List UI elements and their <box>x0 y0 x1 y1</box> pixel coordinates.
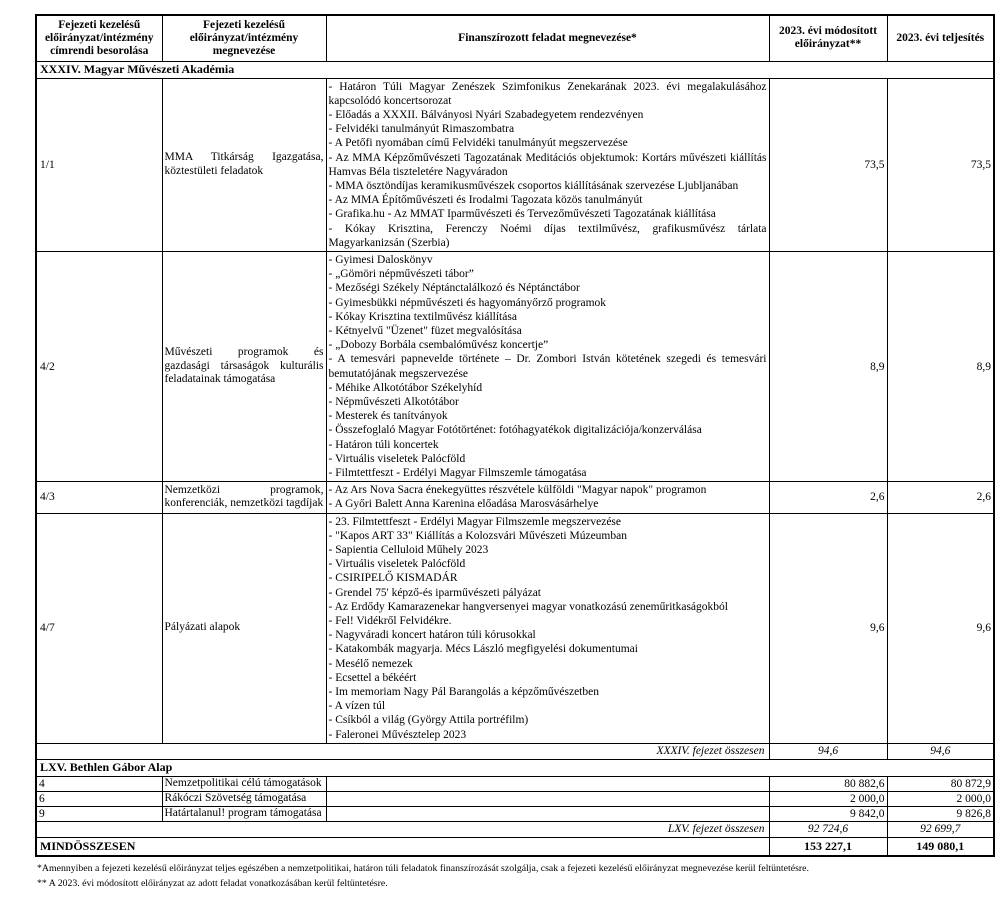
row-name: Nemzetpolitikai célú támogatások <box>162 776 326 791</box>
task-list <box>326 791 769 806</box>
footnotes <box>37 861 1008 891</box>
row-code: 9 <box>36 806 162 821</box>
task-item: - Gyimesi Daloskönyv <box>328 253 433 266</box>
section-header-row <box>36 61 994 78</box>
task-item: - Méhike Alkotótábor Székelyhíd <box>328 381 483 394</box>
task-item: - Gyimesbükki népművészeti és hagyományőrző programok <box>328 296 607 309</box>
section-title: LXV. Bethlen Gábor Alap <box>36 759 994 776</box>
task-item: - Mezőségi Székely Néptánctalálkozó és Néptánctábor <box>328 282 580 295</box>
task-item: - Nagyváradi koncert határon túli kórusokkal <box>328 629 536 642</box>
row-name: Művészeti programok és gazdasági társaságok kulturális feladatainak támogatása <box>162 251 326 481</box>
footnote-double-asterisk: ** A 2023. évi módosított előirányzat az adott feladat vonatkozásában kerül feltüntetésre. <box>37 877 388 889</box>
task-item: - Előadás a XXXII. Bálványosi Nyári Szabadegyetem rendezvényen <box>328 108 644 121</box>
header-cell-fulfilled: 2023. évi teljesítés <box>887 15 994 61</box>
header-cell-classification: Fejezeti kezelésű előirányzat/intézmény címrendi besorolása <box>36 15 162 61</box>
task-item: - „Gömöri népművészeti tábor” <box>328 268 474 281</box>
row-code: 4/2 <box>36 251 162 481</box>
fulfilled-value: 2 000,0 <box>887 791 994 806</box>
task-item: - A Győri Balett Anna Karenina előadása Marosvásárhelye <box>328 498 599 511</box>
task-item: - Filmtettfeszt - Erdélyi Magyar Filmszemle támogatása <box>328 466 587 479</box>
modified-value: 9,6 <box>769 513 887 743</box>
task-item: - Fel! Vidékről Felvidékre. <box>328 615 452 628</box>
task-list <box>326 776 769 791</box>
row-name: MMA Titkárság Igazgatása, köztestületi feladatok <box>162 78 326 251</box>
row-name: Rákóczi Szövetség támogatása <box>162 791 326 806</box>
row-name: Pályázati alapok <box>162 513 326 743</box>
table-row <box>36 78 994 251</box>
task-list <box>326 251 769 481</box>
task-item: - MMA ösztöndíjas keramikusművészek csoportos kiállításának szervezése Ljubljanában <box>328 179 739 192</box>
row-name: Nemzetközi programok, konferenciák, nemzetközi tagdíjak <box>162 482 326 513</box>
task-item: - Katakombák magyarja. Mécs László megfigyelési dokumentumai <box>328 643 638 656</box>
row-code: 4/3 <box>36 482 162 513</box>
task-item: - Az Erdődy Kamarazenekar hangversenyei magyar vonatkozású zeneműritkaságokból <box>328 600 728 613</box>
table-row <box>36 791 994 806</box>
fulfilled-value: 2,6 <box>887 482 994 513</box>
task-item: - A temesvári papnevelde története – Dr. Zombori István kötetének szegedi és temesvári bemutatójának megszervezése <box>328 353 767 380</box>
table-header <box>36 15 994 61</box>
task-item: - Összefoglaló Magyar Fotótörténet: fotóhagyatékok digitalizációja/konzerválása <box>328 424 702 437</box>
footnote-asterisk: *Amennyiben a fejezeti kezelésű előirányzat teljes egészében a nemzetpolitikai, határon túli feladatok finanszírozását szolgálja, csak a fejezeti kezelésű előirányzat megnevezése kerül feltüntetésre. <box>37 862 809 874</box>
fulfilled-value: 8,9 <box>887 251 994 481</box>
task-item: - 23. Filmtettfeszt - Erdélyi Magyar Filmszemle megszervezése <box>328 515 622 528</box>
modified-value: 80 882,6 <box>769 776 887 791</box>
task-item: - Faleronei Művésztelep 2023 <box>328 728 467 741</box>
task-list <box>326 482 769 513</box>
modified-value: 2,6 <box>769 482 887 513</box>
task-item: - CSIRIPELŐ KISMADÁR <box>328 572 458 585</box>
task-item: - „Dobozy Borbála csembalóművész koncertje” <box>328 339 549 352</box>
modified-value: 8,9 <box>769 251 887 481</box>
task-item: - Kókay Krisztina, Ferenczy Noémi díjas textilművész, grafikusművész tárlata Magyarkanizsán (Szerbia) <box>328 222 767 249</box>
task-item: - Csíkból a világ (György Attila portréfilm) <box>328 714 529 727</box>
section-total-fulfilled: 92 699,7 <box>887 821 994 837</box>
grand-total-label: MINDÖSSZESEN <box>36 837 769 856</box>
section-header-row <box>36 759 994 776</box>
section-total-modified: 94,6 <box>769 743 887 759</box>
header-cell-modified: 2023. évi módosított előirányzat** <box>769 15 887 61</box>
grand-total-modified: 153 227,1 <box>769 837 887 856</box>
table-row <box>36 482 994 513</box>
task-item: - Mesélő nemezek <box>328 657 413 670</box>
table-row <box>36 513 994 743</box>
row-code: 4 <box>36 776 162 791</box>
task-item: - Grafika.hu - Az MMAT Iparművészeti és Tervezőművészeti Tagozatának kiállítása <box>328 208 716 221</box>
section-total-label: LXV. fejezet összesen <box>36 821 769 837</box>
task-item: - Virtuális viseletek Palócföld <box>328 558 466 571</box>
fulfilled-value: 9 826,8 <box>887 806 994 821</box>
table-row <box>36 806 994 821</box>
task-item: - Felvidéki tanulmányút Rimaszombatra <box>328 123 515 136</box>
budget-table <box>35 14 995 857</box>
task-item: - Az MMA Képzőművészeti Tagozatának Meditációs objektumok: Kortárs művészeti kiállítás Hamvas Béla tiszteletére Nagyváradon <box>328 151 767 178</box>
task-item: - Az Ars Nova Sacra énekegyüttes részvétele külföldi "Magyar napok" programon <box>328 484 707 497</box>
row-code: 4/7 <box>36 513 162 743</box>
section-total-modified: 92 724,6 <box>769 821 887 837</box>
task-item: - Mesterek és tanítványok <box>328 410 448 423</box>
section-title: XXXIV. Magyar Művészeti Akadémia <box>36 61 994 78</box>
section-total-row <box>36 821 994 837</box>
task-item: - Grendel 75' képző-és iparművészeti pályázat <box>328 586 541 599</box>
task-list <box>326 78 769 251</box>
row-code: 1/1 <box>36 78 162 251</box>
task-item: - Népművészeti Alkotótábor <box>328 395 459 408</box>
fulfilled-value: 80 872,9 <box>887 776 994 791</box>
task-item: - Ecsettel a békéért <box>328 671 417 684</box>
task-item: - Kókay Krisztina textilművész kiállítása <box>328 310 517 323</box>
task-item: - A Petőfi nyomában című Felvidéki tanulmányút megszervezése <box>328 137 628 150</box>
modified-value: 73,5 <box>769 78 887 251</box>
task-list <box>326 806 769 821</box>
header-row <box>36 15 994 61</box>
task-item: - Az MMA Építőművészeti és Irodalmi Tagozata közös tanulmányút <box>328 194 643 207</box>
table-row <box>36 776 994 791</box>
grand-total-row <box>36 837 994 856</box>
table-row <box>36 251 994 481</box>
section-total-fulfilled: 94,6 <box>887 743 994 759</box>
table-body <box>36 61 994 856</box>
task-item: - "Kapos ART 33" Kiállítás a Kolozsvári Művészeti Múzeumban <box>328 529 627 542</box>
task-list <box>326 513 769 743</box>
task-item: - Virtuális viseletek Palócföld <box>328 452 466 465</box>
row-code: 6 <box>36 791 162 806</box>
task-item: - A vízen túl <box>328 700 386 713</box>
task-item: - Im memoriam Nagy Pál Barangolás a képzőművészetben <box>328 686 599 699</box>
task-item: - Határon Túli Magyar Zenészek Szimfonikus Zenekarának 2023. évi megalakulásához kapcsolódó koncertsorozat <box>328 80 767 107</box>
modified-value: 9 842,0 <box>769 806 887 821</box>
section-total-label: XXXIV. fejezet összesen <box>36 743 769 759</box>
task-item: - Kétnyelvű "Üzenet" füzet megvalósítása <box>328 324 522 337</box>
task-item: - Határon túli koncertek <box>328 438 439 451</box>
fulfilled-value: 9,6 <box>887 513 994 743</box>
grand-total-fulfilled: 149 080,1 <box>887 837 994 856</box>
modified-value: 2 000,0 <box>769 791 887 806</box>
fulfilled-value: 73,5 <box>887 78 994 251</box>
task-item: - Sapientia Celluloid Műhely 2023 <box>328 544 489 556</box>
header-cell-task: Finanszírozott feladat megnevezése* <box>326 15 769 61</box>
header-cell-name: Fejezeti kezelésű előirányzat/intézmény megnevezése <box>162 15 326 61</box>
section-total-row <box>36 743 994 759</box>
row-name: Határtalanul! program támogatása <box>162 806 326 821</box>
